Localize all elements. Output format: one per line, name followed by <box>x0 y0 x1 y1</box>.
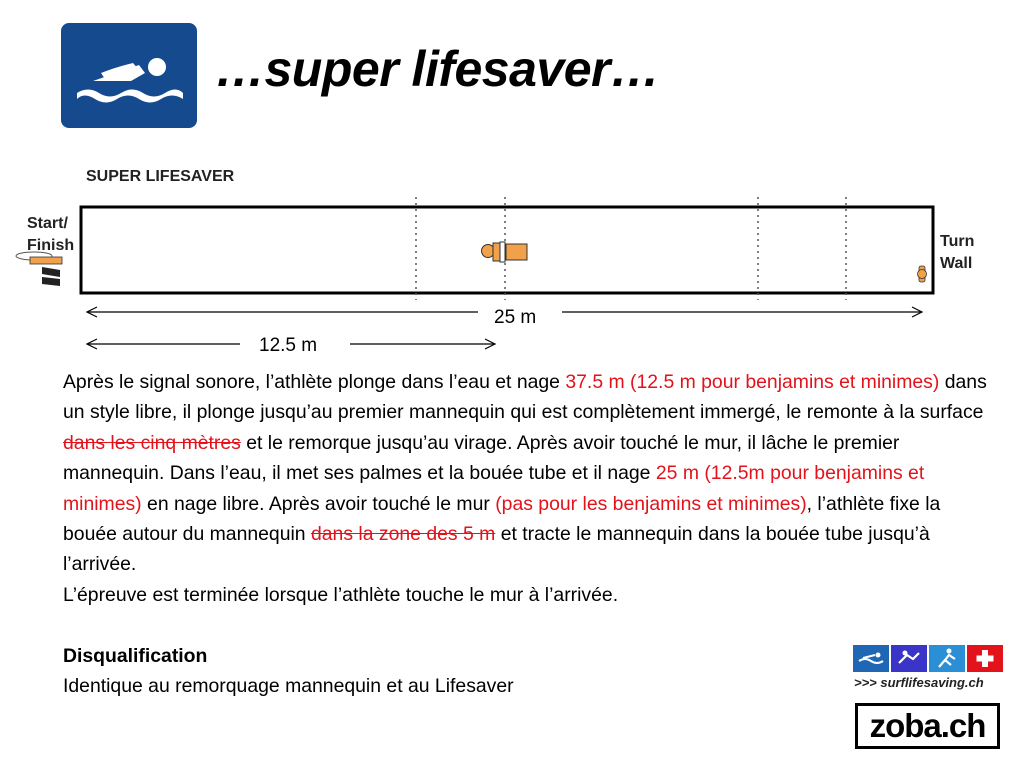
text-segment: en nage libre. Après avoir touché le mur <box>141 492 496 515</box>
surflifesaving-logo <box>853 645 1004 695</box>
red-distance-1: 37.5 m (12.5 m pour benjamins et minimes) <box>565 371 940 393</box>
diagram-heading: SUPER LIFESAVER <box>86 168 235 185</box>
swimmer-icon <box>61 23 197 128</box>
turn-manikin-icon <box>918 266 927 282</box>
disqualification-heading: Disqualification <box>63 644 208 667</box>
swiss-cross-icon <box>967 645 1003 672</box>
slide-title: …super lifesaver… <box>215 41 660 97</box>
swim-pictogram-icon <box>853 645 889 672</box>
turn-label-line1: Turn <box>940 233 975 250</box>
distance-full-label: 25 m <box>494 307 537 328</box>
swimmer-logo <box>61 23 197 128</box>
zoba-logo: zoba.ch <box>855 703 1000 749</box>
rescue-pictogram-icon <box>891 645 927 672</box>
athlete-icon <box>16 252 62 286</box>
distance-half-label: 12.5 m <box>259 335 318 356</box>
text-segment: et le remorque jusqu’au virage. Après avoir touché le mur, il lâche le premier mannequin. Dans l’eau, il met ses palmes et la bouée tube et il nage <box>63 431 900 485</box>
turn-label-line2: Wall <box>940 255 973 272</box>
runner-pictogram-icon <box>929 645 965 672</box>
surflifesaving-caption: >>> surflifesaving.ch <box>854 675 984 690</box>
finish-rule: L’épreuve est terminée lorsque l’athlète touche le mur à l’arrivée. <box>63 583 619 606</box>
red-distance-2: 25 m (12.5m pour benjamins et minimes) <box>63 462 925 515</box>
text-segment: , l’athlète fixe la bouée autour du mannequin <box>63 492 941 546</box>
text-segment: Après le signal sonore, l’athlète plonge dans l’eau et nage <box>63 371 566 393</box>
text-segment: et tracte le mannequin dans la bouée tube jusqu’à l’arrivée. <box>63 523 930 576</box>
spacer <box>63 610 993 640</box>
struck-text-2: dans la zone des 5 m <box>310 523 496 546</box>
start-label-line1: Start/ <box>27 215 68 232</box>
start-label-line2: Finish <box>27 237 75 254</box>
disqualification-text: Identique au remorquage mannequin et au Lifesaver <box>63 675 514 698</box>
pool-diagram <box>0 150 1024 360</box>
struck-text-1: dans les cinq mètres <box>63 431 241 454</box>
red-exception: (pas pour les benjamins et minimes) <box>495 492 807 515</box>
text-segment: dans un style libre, il plonge jusqu’au premier mannequin qui est complètement immergé, le remonte à la surface <box>63 371 987 424</box>
description-paragraph <box>63 367 993 580</box>
